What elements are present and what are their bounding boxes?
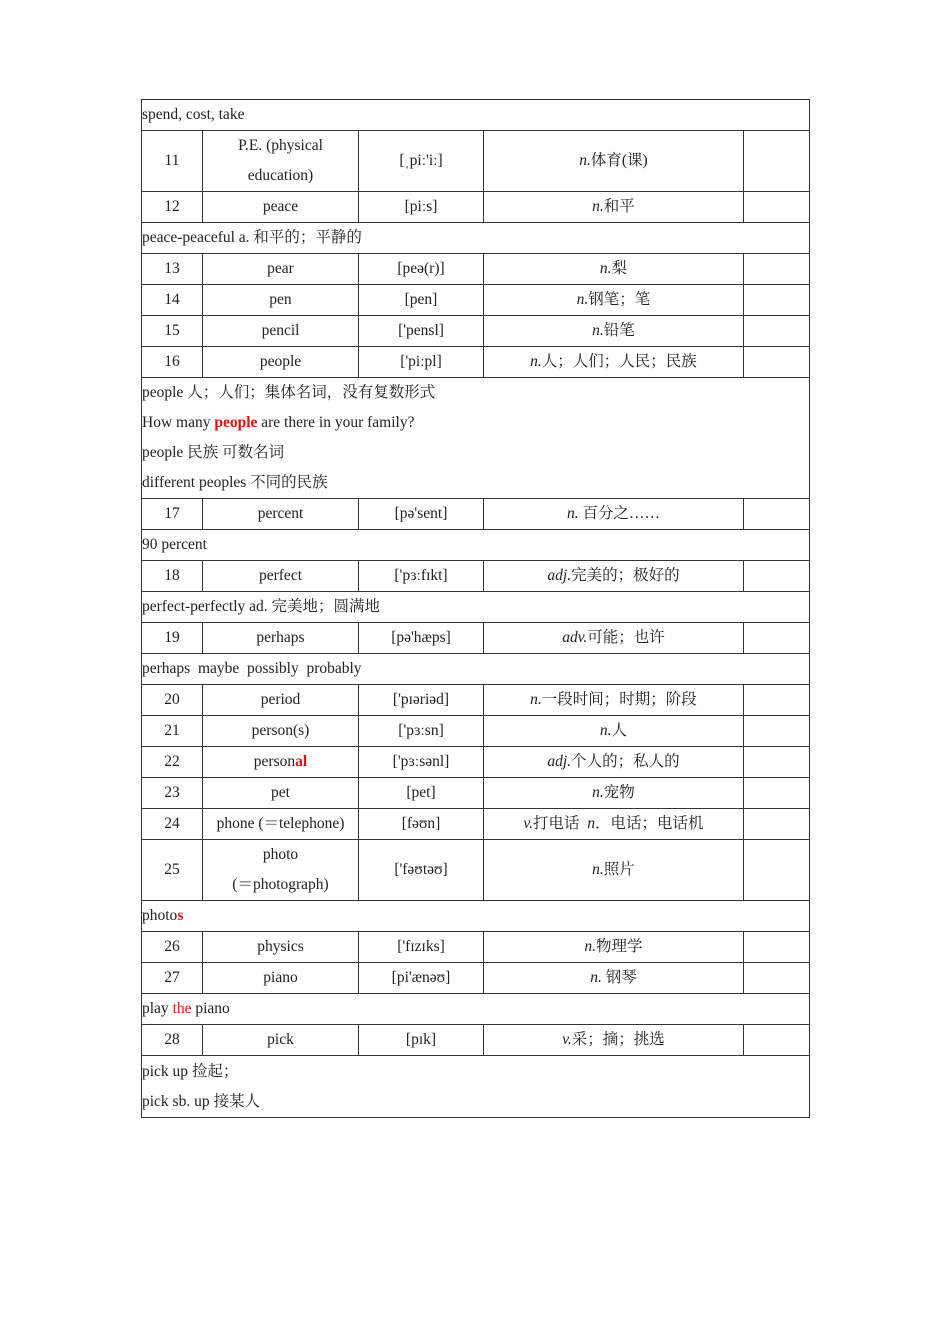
highlight-word: the bbox=[172, 1000, 192, 1017]
word-line-2: education) bbox=[247, 167, 314, 184]
phonetic-cell: [fəʊn] bbox=[359, 809, 484, 840]
meaning-cell bbox=[484, 623, 744, 654]
note-cell bbox=[142, 994, 810, 1025]
meaning-text: 完美的；极好的 bbox=[571, 567, 680, 584]
meaning-text: 梨 bbox=[611, 260, 628, 277]
meaning-text: 采；摘；挑选 bbox=[571, 1031, 665, 1048]
meaning-text: 个人的；私人的 bbox=[571, 753, 680, 770]
word-cell: pet bbox=[203, 778, 359, 809]
vocabulary-table bbox=[141, 99, 810, 1118]
row-number: 13 bbox=[142, 254, 203, 285]
meaning-cell bbox=[484, 1025, 744, 1056]
word-cell bbox=[203, 840, 359, 901]
word-cell: pear bbox=[203, 254, 359, 285]
word-row-17 bbox=[142, 499, 810, 530]
note-text: peace-peaceful a. 和平的；平静的 bbox=[142, 229, 362, 246]
part-of-speech: n. bbox=[576, 291, 589, 308]
empty-cell bbox=[744, 809, 810, 840]
word-cell: person(s) bbox=[203, 716, 359, 747]
meaning-cell bbox=[484, 963, 744, 994]
word-cell: people bbox=[203, 347, 359, 378]
word-row-27 bbox=[142, 963, 810, 994]
note-row-pick bbox=[142, 1056, 810, 1118]
part-of-speech: n. bbox=[592, 784, 604, 801]
meaning-cell bbox=[484, 809, 744, 840]
empty-cell bbox=[744, 778, 810, 809]
empty-cell bbox=[744, 254, 810, 285]
empty-cell bbox=[744, 316, 810, 347]
part-of-speech: n. bbox=[592, 861, 604, 878]
empty-cell bbox=[744, 131, 810, 192]
note-cell bbox=[142, 223, 810, 254]
part-of-speech: adj. bbox=[547, 567, 572, 584]
note-row-photo bbox=[142, 901, 810, 932]
note-text: are there in your family? bbox=[257, 414, 415, 431]
word-row-24 bbox=[142, 809, 810, 840]
phonetic-cell: [ˌpiː'iː] bbox=[359, 131, 484, 192]
word-base: person bbox=[253, 753, 296, 770]
note-text: piano bbox=[191, 1000, 230, 1017]
word-cell: perhaps bbox=[203, 623, 359, 654]
word-row-12 bbox=[142, 192, 810, 223]
note-row-perhaps bbox=[142, 654, 810, 685]
highlight-suffix: s bbox=[177, 907, 184, 924]
row-number: 14 bbox=[142, 285, 203, 316]
meaning-text-2: ．电话；电话机 bbox=[595, 815, 704, 832]
meaning-text: 一段时间；时期；阶段 bbox=[541, 691, 697, 708]
word-row-11 bbox=[142, 131, 810, 192]
meaning-text: 人 bbox=[611, 722, 628, 739]
word-cell bbox=[203, 747, 359, 778]
row-number: 18 bbox=[142, 561, 203, 592]
part-of-speech: adv. bbox=[562, 629, 588, 646]
row-number: 17 bbox=[142, 499, 203, 530]
word-cell: peace bbox=[203, 192, 359, 223]
row-number: 15 bbox=[142, 316, 203, 347]
highlight-word: people bbox=[214, 414, 258, 431]
meaning-cell bbox=[484, 840, 744, 901]
note-text: perfect-perfectly ad. 完美地；圆满地 bbox=[142, 598, 381, 615]
empty-cell bbox=[744, 716, 810, 747]
phonetic-cell: ['pɜːsənl] bbox=[359, 747, 484, 778]
phonetic-cell: [pi'ænəʊ] bbox=[359, 963, 484, 994]
meaning-cell bbox=[484, 747, 744, 778]
empty-cell bbox=[744, 747, 810, 778]
phonetic-cell: ['pɪəriəd] bbox=[359, 685, 484, 716]
meaning-text: 和平 bbox=[603, 198, 635, 215]
note-cell bbox=[142, 1056, 810, 1118]
empty-cell bbox=[744, 623, 810, 654]
phonetic-cell: ['pɜːfɪkt] bbox=[359, 561, 484, 592]
note-text: photo bbox=[142, 907, 178, 924]
row-number: 28 bbox=[142, 1025, 203, 1056]
phonetic-cell: ['fɪzɪks] bbox=[359, 932, 484, 963]
highlight-suffix: al bbox=[295, 753, 308, 770]
part-of-speech: n. bbox=[599, 722, 612, 739]
word-row-20 bbox=[142, 685, 810, 716]
phonetic-cell: [pɪk] bbox=[359, 1025, 484, 1056]
meaning-cell bbox=[484, 499, 744, 530]
meaning-text: 可能；也许 bbox=[587, 629, 665, 646]
word-row-25 bbox=[142, 840, 810, 901]
row-number: 26 bbox=[142, 932, 203, 963]
empty-cell bbox=[744, 1025, 810, 1056]
part-of-speech: n. bbox=[530, 691, 542, 708]
meaning-cell bbox=[484, 316, 744, 347]
part-of-speech: n. bbox=[590, 969, 602, 986]
meaning-text: 铅笔 bbox=[603, 322, 635, 339]
word-row-28 bbox=[142, 1025, 810, 1056]
note-row-piano bbox=[142, 994, 810, 1025]
word-row-15 bbox=[142, 316, 810, 347]
meaning-cell bbox=[484, 561, 744, 592]
row-number: 22 bbox=[142, 747, 203, 778]
row-number: 19 bbox=[142, 623, 203, 654]
word-row-23 bbox=[142, 778, 810, 809]
note-cell bbox=[142, 530, 810, 561]
part-of-speech: n. bbox=[592, 322, 604, 339]
part-of-speech: adj. bbox=[547, 753, 572, 770]
part-of-speech: n. bbox=[599, 260, 612, 277]
phonetic-cell: [pet] bbox=[359, 778, 484, 809]
row-number: 23 bbox=[142, 778, 203, 809]
meaning-text: 照片 bbox=[603, 861, 635, 878]
empty-cell bbox=[744, 347, 810, 378]
part-of-speech: v. bbox=[562, 1031, 572, 1048]
part-of-speech: n. bbox=[530, 353, 542, 370]
meaning-text: 物理学 bbox=[596, 938, 643, 955]
note-cell bbox=[142, 654, 810, 685]
note-example bbox=[142, 408, 809, 438]
row-number: 20 bbox=[142, 685, 203, 716]
row-number: 12 bbox=[142, 192, 203, 223]
word-line-1: photo bbox=[262, 846, 299, 863]
part-of-speech: v. bbox=[523, 815, 534, 832]
note-text: pick up 捡起； bbox=[142, 1062, 239, 1080]
word-cell: pen bbox=[203, 285, 359, 316]
note-text: How many bbox=[142, 414, 215, 431]
empty-cell bbox=[744, 499, 810, 530]
row-number: 27 bbox=[142, 963, 203, 994]
empty-cell bbox=[744, 840, 810, 901]
phonetic-cell: [pen] bbox=[359, 285, 484, 316]
phonetic-cell: [pə'sent] bbox=[359, 499, 484, 530]
meaning-text: 宠物 bbox=[603, 784, 635, 801]
meaning-cell bbox=[484, 131, 744, 192]
phonetic-cell: [peə(r)] bbox=[359, 254, 484, 285]
note-text: people 人；人们；集体名词，没有复数形式 bbox=[142, 384, 436, 401]
note-text: pick sb. up 接某人 bbox=[142, 1092, 260, 1110]
note-text: spend, cost, take bbox=[142, 106, 245, 123]
phonetic-cell: ['piːpl] bbox=[359, 347, 484, 378]
note-row-percent bbox=[142, 530, 810, 561]
note-row-peace bbox=[142, 223, 810, 254]
word-row-22 bbox=[142, 747, 810, 778]
word-row-16 bbox=[142, 347, 810, 378]
meaning-text: 人；人们；人民；民族 bbox=[541, 353, 697, 370]
meaning-text: 百分之…… bbox=[578, 505, 660, 522]
word-cell bbox=[203, 131, 359, 192]
word-row-26 bbox=[142, 932, 810, 963]
row-number: 21 bbox=[142, 716, 203, 747]
word-row-13 bbox=[142, 254, 810, 285]
empty-cell bbox=[744, 192, 810, 223]
meaning-cell bbox=[484, 685, 744, 716]
note-text: perhaps maybe possibly probably bbox=[142, 660, 362, 677]
empty-cell bbox=[744, 963, 810, 994]
word-row-19 bbox=[142, 623, 810, 654]
empty-cell bbox=[744, 685, 810, 716]
row-number: 25 bbox=[142, 840, 203, 901]
meaning-cell bbox=[484, 932, 744, 963]
word-line-1: P.E. (physical bbox=[238, 137, 323, 154]
meaning-cell bbox=[484, 778, 744, 809]
word-row-21 bbox=[142, 716, 810, 747]
phonetic-cell: ['pensl] bbox=[359, 316, 484, 347]
phonetic-cell: [piːs] bbox=[359, 192, 484, 223]
phonetic-cell: ['pɜːsn] bbox=[359, 716, 484, 747]
note-cell bbox=[142, 378, 810, 499]
note-cell bbox=[142, 592, 810, 623]
meaning-text: 钢笔；笔 bbox=[588, 291, 651, 308]
meaning-text: 打电话 bbox=[533, 815, 588, 832]
word-cell: percent bbox=[203, 499, 359, 530]
note-text: play bbox=[142, 1000, 173, 1017]
meaning-cell bbox=[484, 285, 744, 316]
word-cell: pick bbox=[203, 1025, 359, 1056]
word-row-18 bbox=[142, 561, 810, 592]
word-row-14 bbox=[142, 285, 810, 316]
empty-cell bbox=[744, 561, 810, 592]
part-of-speech: n. bbox=[592, 198, 604, 215]
word-cell: piano bbox=[203, 963, 359, 994]
note-row-people bbox=[142, 378, 810, 499]
row-number: 11 bbox=[142, 131, 203, 192]
part-of-speech-2: n bbox=[587, 815, 596, 832]
meaning-cell bbox=[484, 347, 744, 378]
row-number: 24 bbox=[142, 809, 203, 840]
meaning-text: 体育(课) bbox=[590, 152, 648, 169]
empty-cell bbox=[744, 932, 810, 963]
note-text: different peoples 不同的民族 bbox=[142, 474, 328, 491]
row-number: 16 bbox=[142, 347, 203, 378]
word-cell: perfect bbox=[203, 561, 359, 592]
note-cell bbox=[142, 901, 810, 932]
note-text: people 民族 可数名词 bbox=[142, 444, 285, 461]
word-cell: phone (＝telephone) bbox=[203, 809, 359, 840]
meaning-cell bbox=[484, 716, 744, 747]
word-cell: period bbox=[203, 685, 359, 716]
word-line-2: (＝photograph) bbox=[232, 876, 329, 893]
part-of-speech: n. bbox=[566, 505, 579, 522]
word-cell: physics bbox=[203, 932, 359, 963]
empty-cell bbox=[744, 285, 810, 316]
note-text: 90 percent bbox=[142, 536, 207, 553]
part-of-speech: n. bbox=[584, 938, 597, 955]
note-row-spend bbox=[142, 100, 810, 131]
meaning-cell bbox=[484, 192, 744, 223]
meaning-text: 钢琴 bbox=[601, 969, 637, 986]
phonetic-cell: ['fəʊtəʊ] bbox=[359, 840, 484, 901]
note-row-perfect bbox=[142, 592, 810, 623]
word-cell: pencil bbox=[203, 316, 359, 347]
part-of-speech: n. bbox=[579, 152, 591, 169]
meaning-cell bbox=[484, 254, 744, 285]
note-cell bbox=[142, 100, 810, 131]
phonetic-cell: [pə'hæps] bbox=[359, 623, 484, 654]
